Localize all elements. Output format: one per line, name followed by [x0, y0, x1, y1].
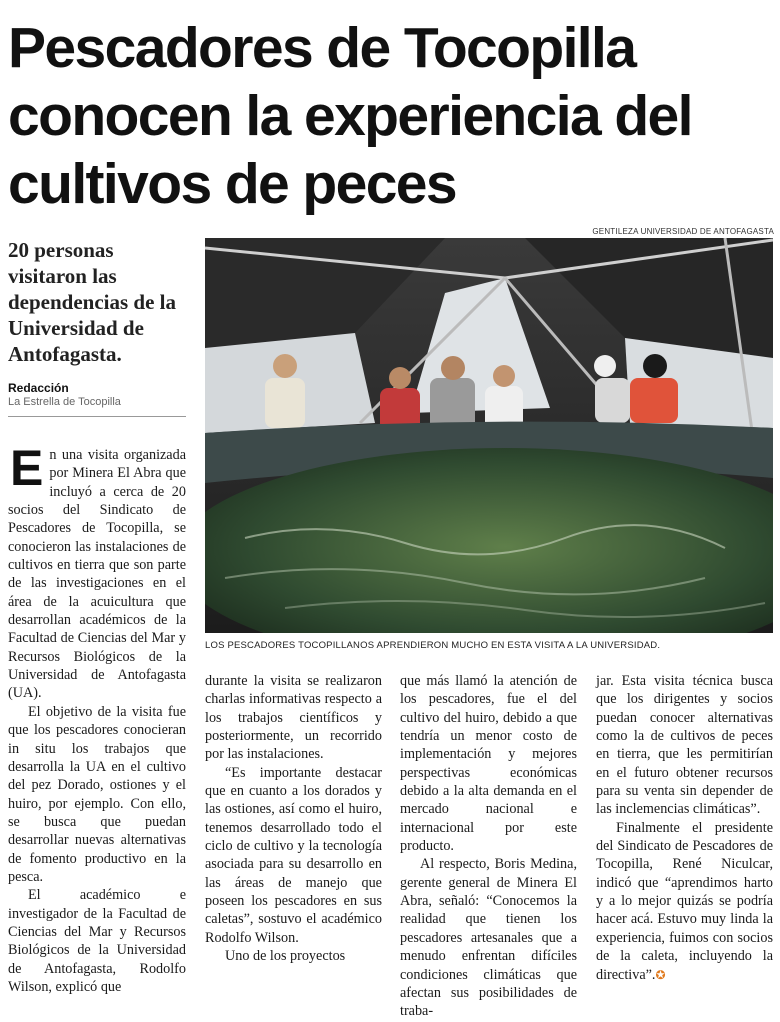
body-paragraph: Uno de los proyectos — [225, 948, 346, 965]
body-paragraph: “Es importante destacar que en cuanto a los dorados y las ostiones, así como el huiro, tenemos desarrollado todo el ciclo de cultivo y la tecnología asociada para su desarrollo en las áreas de manejo que poseen los pescadores en sus caletas”, sostuvo el académico Rodolfo Wilson. — [205, 764, 382, 946]
body-paragraph: jar. Esta visita técnica busca que los dirigentes y socios puedan conocer alternativas como la de cultivos de peces en tierra, que les permitirían en el futuro obtener recursos para su venta sin depender de las inclemencias climáticas”. — [596, 673, 773, 818]
photo-caption: LOS PESCADORES TOCOPILLANOS APRENDIERON MUCHO EN ESTA VISITA A LA UNIVERSIDAD. — [205, 640, 661, 651]
photo-illustration — [205, 238, 773, 633]
byline-source: La Estrella de Tocopilla — [8, 396, 121, 408]
body-paragraph: El objetivo de la visita fue que los pescadores conocieran in situ los trabajos que desarrolla la UA en el cultivo del pez Dorado, ostiones y el huiro, por ejemplo. Con ello, se busca que puedan desarrollar nuevas alternativas de fomento productivo en la pesca. — [8, 703, 186, 885]
body-column-1 — [8, 440, 186, 996]
byline-divider — [8, 416, 186, 417]
body-column-3 — [400, 672, 577, 1021]
body-column-2 — [205, 672, 382, 966]
body-paragraph — [596, 819, 773, 984]
article-headline: Pescadores de Tocopilla conocen la experiencia del cultivos de peces — [8, 16, 692, 216]
end-mark-icon: ✪ — [655, 967, 666, 982]
body-paragraph: que más llamó la atención de los pescadores, fue el del cultivo del huiro, debido a que tendría un menor costo de implementación y mejores perspectivas económicas debido a la alta demanda en el mercado nacional e internacional por este producto. — [400, 673, 577, 855]
body-text: n una visita organizada por Minera El Abra que incluyó a cerca de 20 socios del Sindicato de Pescadores de Tocopilla, se conocieron las instalaciones de cultivos en tierra que son parte de las investigaciones en el área de la acuicultura que desarrollan académicos de la Facultad de Ciencias del Mar y Recursos Biológicos de la Universidad de Antofagasta (UA). — [8, 447, 186, 702]
body-paragraph — [8, 440, 186, 703]
drop-cap: E — [10, 440, 44, 496]
body-paragraph: durante la visita se realizaron charlas informativas respecto a los trabajos científicos y posteriormente, un recorrido por las instalaciones. — [205, 673, 382, 763]
byline-author: Redacción — [8, 381, 69, 395]
body-paragraph: Al respecto, Boris Medina, gerente general de Minera El Abra, señaló: “Conocemos la realidad que tienen los pescadores artesanales que a menudo enfrentan difíciles condiciones climáticas que afectan sus posibilidades de traba- — [400, 856, 577, 1020]
body-paragraph: El académico e investigador de la Facultad de Ciencias del Mar y Recursos Biológicos de la Universidad de Antofagasta, Rodolfo Wilson, explicó que — [8, 887, 186, 995]
photo-credit: GENTILEZA UNIVERSIDAD DE ANTOFAGASTA — [592, 227, 774, 236]
body-text: Finalmente el presidente del Sindicato de Pescadores de Tocopilla, René Niculcar, indicó que “aprendimos harto y a lo mejor quizás se podría hacer acá. Estuvo muy linda la experiencia, fuimos con socios de la caleta, incluyendo la directiva”. — [596, 819, 773, 983]
article-photo — [205, 238, 773, 633]
body-column-4 — [596, 672, 773, 984]
article-lede: 20 personas visitaron las dependencias de la Universidad de Antofagasta. — [8, 238, 177, 366]
